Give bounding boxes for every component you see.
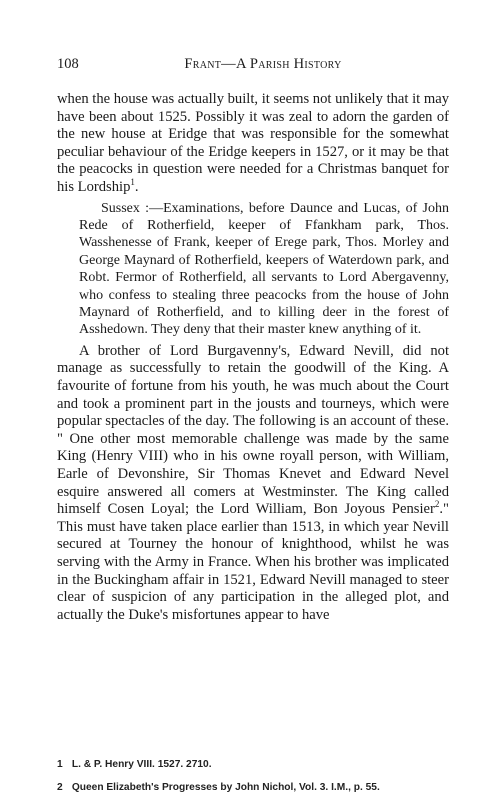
footnote-ref-1: 1 (130, 177, 135, 188)
running-head: Frant—A Parish History (184, 56, 342, 72)
quoted-examination: Sussex :—Examinations, before Daunce and Lucas, of John Rede of Rotherfield, keeper of Ffankham park, Thos. Wasshenesse of Frank, keeper of Erege park, Thos. Morley and George Maynard of Rotherfield, keepers of Waterdown park, and Robt. Fermor of Rotherfield, all servants to Lord Abergavenny, who confess to stealing three peacocks from the house of John Maynard of Rotherfield, and to killing deer in the forest of Asshedown. They deny that their master knew anything of it. (79, 200, 449, 338)
footnote-1 (57, 753, 457, 776)
paragraph-1: when the house was actually built, it seems not unlikely that it may have been about 1525. Possibly it was zeal to adorn the garden of the new house at Eridge that was responsible for the somewhat peculiar behaviour of the Eridge keepers in 1527, or it may be that the peacocks in question were needed for a Christmas banquet for his Lordship$^1$. (57, 91, 449, 195)
page-header (57, 56, 449, 78)
footnote-2 (57, 776, 457, 799)
footnotes (57, 753, 457, 799)
footnote-number: 1 (57, 759, 63, 770)
paragraph-2: A brother of Lord Burgavenny's, Edward Nevill, did not manage as successfully to retain the goodwill of the King. A favourite of fortune from his youth, he was much about the Court and took a prominent part in the jousts and tourneys, which were popular spectacles of the day. The following is an account of these. " One other most memorable challenge was made by the same King (Henry VIII) who in his owne royall person, with William, Earle of Devonshire, Sir Thomas Knevet and Edward Nevel esquire answered all comers at Westminster. The King called himself Cosen Loyal; the Lord William, Bon Joyous Pensier$^2$." This must have taken place earlier than 1513, in which year Nevill secured at Tourney the honour of knighthood, whilst he was serving with the Army in France. When his brother was implicated in the Buckingham affair in 1521, Edward Nevill managed to steer clear of suspicion of any participation in the alleged plot, and actually the Duke's misfortunes appear to have (57, 342, 449, 623)
body-text (57, 91, 449, 624)
book-page (57, 56, 449, 624)
footnote-number: 2 (57, 782, 63, 793)
footnote-ref-2: 2 (434, 499, 440, 510)
footnote-text: Queen Elizabeth's Progresses by John Nichol, Vol. 3. I.M., p. 55. (71, 782, 380, 793)
footnote-text: L. & P. Henry VIII. 1527. 2710. (71, 759, 212, 770)
page-number: 108 (57, 56, 79, 72)
